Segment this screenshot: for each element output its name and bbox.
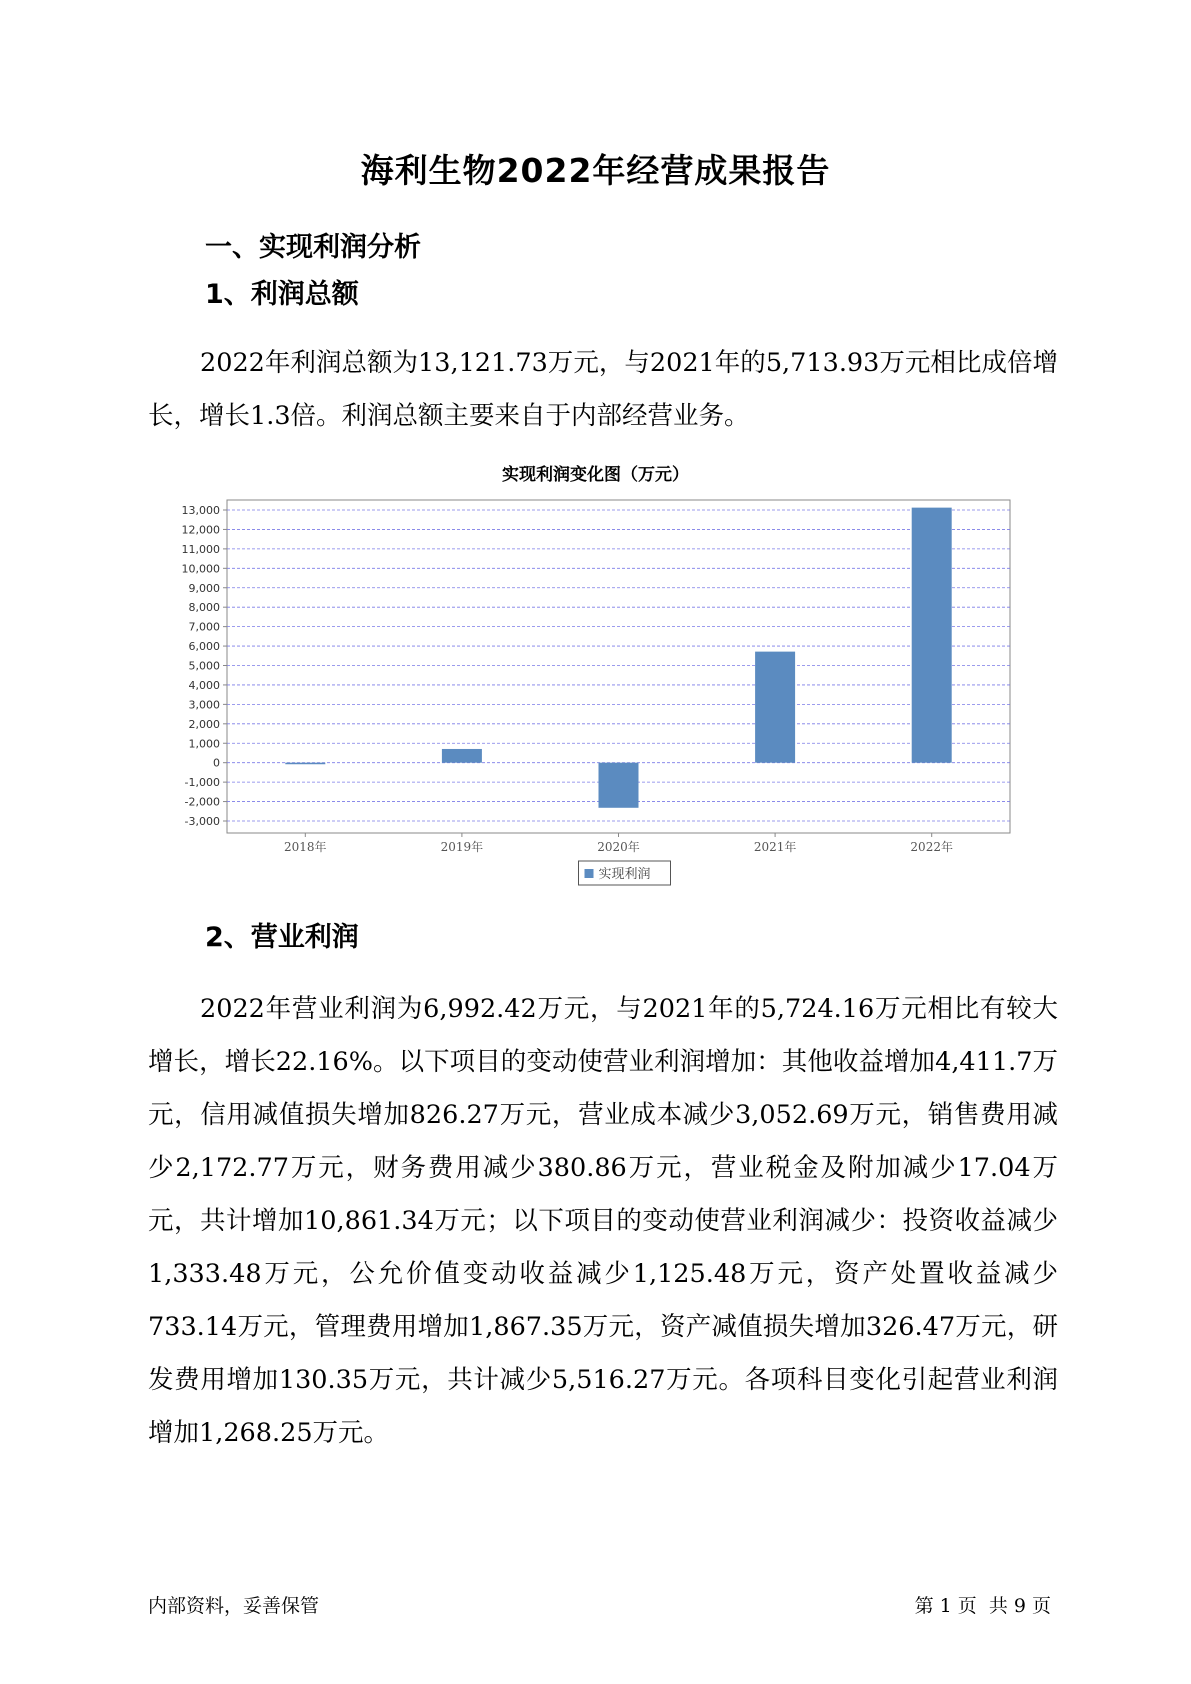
y-tick-label: 4,000	[188, 678, 220, 692]
subsection-heading-operating-profit: 2、营业利润	[205, 922, 359, 953]
y-tick-label: 2,000	[188, 717, 220, 731]
y-tick-label: 5,000	[188, 659, 220, 673]
operating-profit-paragraph: 2022年营业利润为6,992.42万元，与2021年的5,724.16万元相比有较大增长，增长22.16%。以下项目的变动使营业利润增加：其他收益增加4,411.7万元，信用减值损失增加826.27万元，营业成本减少3,052.69万元，销售费用减少2,172.77万元，财务费用减少380.86万元，营业税金及附加减少17.04万元，共计增加10,861.34万元；以下项目的变动使营业利润减少：投资收益减少1,333.48万元，公允价值变动收益减少1,125.48万元，资产处置收益减少733.14万元，管理费用增加1,867.35万元，资产减值损失增加326.47万元，研发费用增加130.35万元，共计减少5,516.27万元。各项科目变化引起营业利润增加1,268.25万元。	[148, 994, 1058, 1448]
y-tick-label: 0	[213, 756, 220, 770]
legend-label: 实现利润	[598, 867, 651, 882]
y-tick-label: -3,000	[184, 815, 220, 828]
y-tick-label: 11,000	[181, 542, 220, 556]
bar-2022年	[912, 508, 952, 763]
x-tick-label: 2019年	[440, 840, 484, 854]
bar-2018年	[285, 763, 325, 765]
y-tick-label: 7,000	[188, 620, 220, 634]
y-tick-label: 10,000	[181, 562, 220, 576]
y-tick-label: 9,000	[188, 581, 220, 595]
legend-swatch	[585, 869, 594, 878]
profit-bar-chart	[150, 485, 1050, 915]
total-profit-paragraph: 2022年利润总额为13,121.73万元，与2021年的5,713.93万元相比成倍增长，增长1.3倍。利润总额主要来自于内部经营业务。	[148, 348, 1058, 431]
y-tick-label: 13,000	[181, 504, 220, 517]
bar-2019年	[442, 749, 482, 763]
y-tick-label: 1,000	[188, 737, 220, 751]
section-heading-profit-analysis: 一、实现利润分析	[205, 232, 421, 263]
x-tick-label: 2021年	[753, 840, 797, 854]
y-tick-label: 12,000	[181, 523, 220, 537]
y-tick-label: 8,000	[188, 601, 220, 615]
footer-confidential-note: 内部资料，妥善保管	[148, 1595, 320, 1617]
x-tick-label: 2018年	[284, 840, 327, 854]
y-tick-label: -1,000	[184, 776, 220, 790]
subsection-heading-total-profit: 1、利润总额	[205, 279, 359, 310]
chart-title: 实现利润变化图（万元）	[502, 465, 689, 485]
bar-2020年	[599, 763, 639, 808]
y-tick-label: 6,000	[188, 640, 220, 654]
bar-2021年	[755, 652, 795, 763]
y-tick-label: 3,000	[188, 698, 220, 712]
y-tick-label: -2,000	[184, 795, 220, 809]
x-tick-label: 2020年	[597, 840, 640, 854]
footer-page-number: 第 1 页 共 9 页	[914, 1595, 1051, 1617]
x-tick-label: 2022年	[910, 840, 953, 854]
document-title: 海利生物2022年经营成果报告	[360, 151, 831, 190]
